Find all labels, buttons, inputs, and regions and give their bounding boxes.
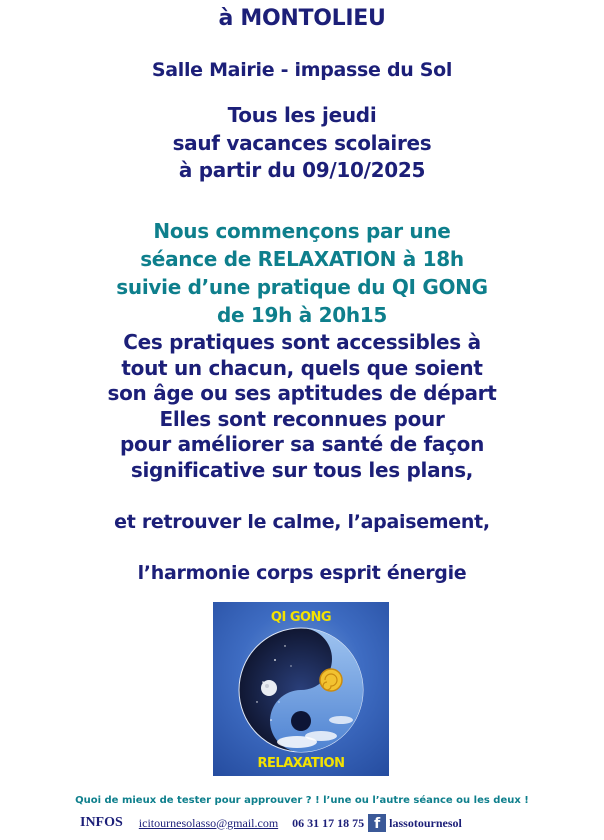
program-line-2: séance de RELAXATION à 18h [140, 247, 464, 271]
program-line-1: Nous commençons par une [153, 219, 451, 243]
schedule-start: à partir du 09/10/2025 [178, 158, 426, 182]
description-line-3: son âge ou ses aptitudes de départ [107, 381, 497, 405]
location-title: à MONTOLIEU [218, 6, 386, 31]
image-bottom-label: RELAXATION [257, 756, 345, 771]
infos-label: INFOS [80, 815, 123, 830]
description-line-5: pour améliorer sa santé de façon [119, 432, 485, 456]
yin-yang-icon [213, 602, 389, 776]
program-line-3: suivie d’une pratique du QI GONG [116, 275, 488, 299]
footer-call-to-action: Quoi de mieux de tester pour approuver ? ! l’une ou l’autre séance ou les deux ! [75, 795, 529, 806]
facebook-icon[interactable]: f [368, 814, 386, 832]
phone-number: 06 31 17 18 75 [292, 815, 365, 830]
venue-line: Salle Mairie - impasse du Sol [151, 59, 453, 81]
description-line-2: tout un chacun, quels que soient [121, 356, 483, 380]
qigong-relaxation-image [213, 602, 389, 776]
program-line-4: de 19h à 20h15 [216, 303, 388, 327]
schedule-day: Tous les jeudi [227, 103, 377, 127]
description-line-7: et retrouver le calme, l’apaisement, [114, 511, 490, 533]
image-top-label: QI GONG [270, 610, 332, 625]
description-line-8: l’harmonie corps esprit énergie [137, 562, 467, 584]
description-line-4: Elles sont reconnues pour [159, 407, 445, 431]
description-line-6: significative sur tous les plans, [130, 458, 474, 482]
footer-contact [80, 813, 462, 833]
facebook-handle[interactable]: lassotournesol [389, 815, 462, 830]
email-link[interactable]: icitournesolasso@gmail.com [138, 815, 279, 830]
schedule-exception: sauf vacances scolaires [172, 131, 432, 155]
description-line-1: Ces pratiques sont accessibles à [123, 330, 481, 354]
